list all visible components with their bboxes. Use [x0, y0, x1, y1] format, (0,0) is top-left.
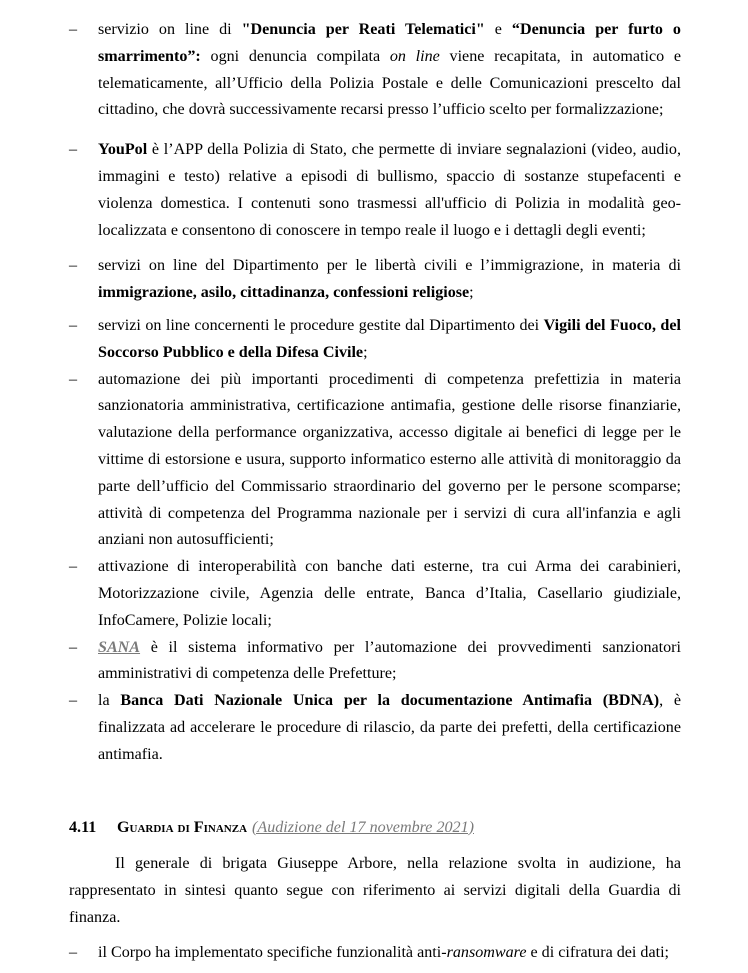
text-run: il Corpo ha implementato specifiche funzionalità anti-: [98, 943, 447, 961]
list-item: [69, 313, 681, 367]
italic-text: on line: [389, 47, 440, 65]
list-dash: –: [69, 692, 78, 710]
bold-text: YouPol: [98, 141, 148, 159]
document-page: [69, 17, 681, 967]
list-item: [69, 635, 681, 689]
text-run: ;: [469, 284, 474, 302]
text-run: attivazione di interoperabilità con banche dati esterne, tra cui Arma dei carabinieri, Motorizzazione civile, Agenzia delle entrate, Banca d’Italia, Casellario giudiziale, InfoCamere, Polizie locali;: [98, 558, 681, 629]
list-dash: –: [69, 316, 78, 334]
bold-text: Vigili del Fuoco, del Soccorso Pubblico e della Difesa Civile: [98, 316, 681, 361]
list-dash: –: [69, 558, 78, 576]
list-dash: –: [69, 370, 78, 388]
list-item: [69, 253, 681, 307]
italic-text: ransomware: [446, 943, 527, 961]
list-item: [69, 688, 681, 768]
bold-text: “Denuncia per furto o smarrimento”:: [98, 21, 681, 65]
section-title: Guardia di Finanza: [117, 818, 248, 836]
text-run: è l’APP della Polizia di Stato, che permette di inviare segnalazioni (video, audio, immagini e testo) relative a episodi di bullismo, spaccio di sostanze stupefacenti e violenza domestica. I contenuti sono trasmessi all'ufficio di Polizia in modalità geo-localizzata e consentono di conoscere in tempo reale il luogo e i dettagli degli eventi;: [98, 141, 681, 239]
body-paragraph: Il generale di brigata Giuseppe Arbore, nella relazione svolta in audizione, ha rappresentato in sintesi quanto segue con riferimento ai servizi digitali della Guardia di finanza.: [69, 855, 681, 926]
text-run: servizio on line di: [98, 21, 242, 38]
bold-text: "Denuncia per Reati Telematici": [241, 21, 485, 38]
bold-text: immigrazione, asilo, cittadinanza, confessioni religiose: [98, 284, 470, 302]
text-run: è il sistema informativo per l’automazione dei provvedimenti sanzionatori amministrativi di competenza delle Prefetture;: [98, 638, 681, 683]
text-run: servizi on line del Dipartimento per le libertà civili e l’immigrazione, in materia di: [98, 257, 681, 275]
text-run: viene recapitata, in automatico e telematicamente, all’Ufficio della Polizia Postale e delle Comunicazioni prescelto dal cittadino, che dovrà successivamente recarsi presso l’ufficio scelto per formalizzazione;: [98, 47, 682, 119]
list-item: [69, 367, 681, 555]
text-run: automazione dei più importanti procedimenti di competenza prefettizia in materia sanzionatoria amministrativa, certificazione antimafia, gestione delle risorse finanziarie, valutazione della performance organizzativa, accesso digitale ai benefici di legge per le vittime di estorsione e usura, supporto informatico esterno alle attività di monitoraggio da parte dell’ufficio del Commissario straordinario del governo per le persone scomparse; attività di competenza del Programma nazionale per i servizi di cura all'infanzia e agli anziani non autosufficienti;: [98, 370, 681, 549]
text-run: ogni denuncia compilata: [200, 47, 390, 65]
list-dash: –: [69, 943, 78, 961]
sana-link[interactable]: SANA: [98, 638, 141, 656]
section-number: 4.11: [69, 818, 97, 836]
list-dash: –: [69, 257, 78, 275]
list-item: [69, 137, 681, 244]
text-run: , è finalizzata ad accelerare le procedure di rilascio, da parte dei prefetti, della certificazione antimafia.: [98, 692, 681, 763]
text-run: la: [98, 692, 121, 710]
list-item: [69, 17, 681, 124]
list-dash: –: [69, 21, 78, 38]
hearing-link[interactable]: (Audizione del 17 novembre 2021): [252, 818, 474, 836]
bold-text: Banca Dati Nazionale Unica per la documentazione Antimafia (BDNA): [120, 692, 660, 710]
text-run: ;: [363, 343, 368, 361]
section-heading: [69, 815, 681, 842]
text-run: servizi on line concernenti le procedure gestite dal Dipartimento dei: [98, 316, 544, 334]
list-item: [69, 940, 681, 967]
list-item: [69, 554, 681, 634]
text-run: e: [484, 21, 512, 38]
list-dash: –: [69, 638, 78, 656]
text-run: e di cifratura dei dati;: [526, 943, 670, 961]
list-dash: –: [69, 141, 78, 159]
